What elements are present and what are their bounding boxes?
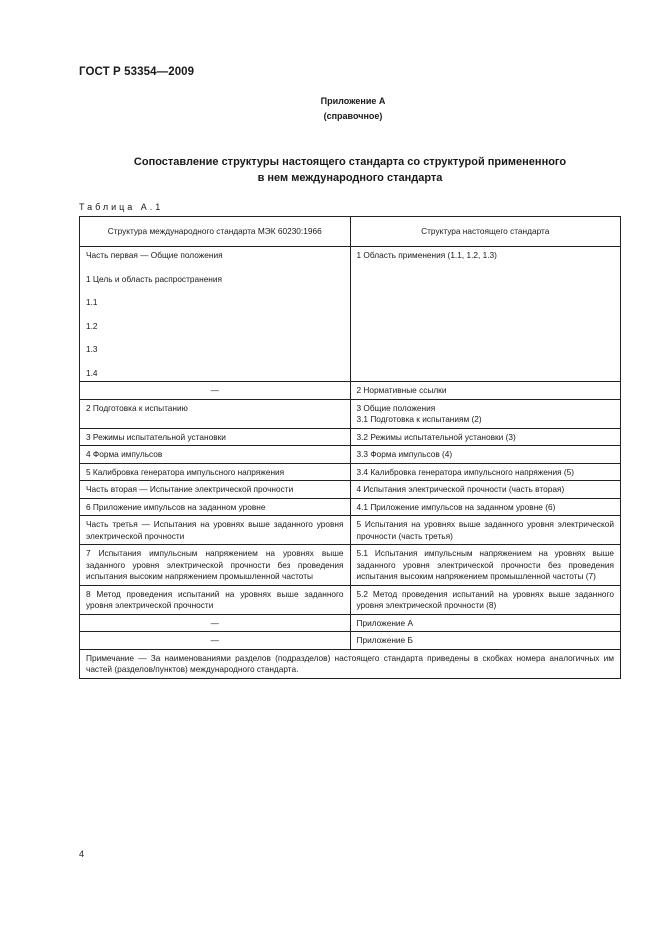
cell-national [350, 399, 621, 428]
cell-national: 5 Испытания на уровнях выше заданного уровня электрической прочности (часть третья) [350, 516, 621, 545]
cell-line: 3 Общие положения [356, 402, 436, 413]
table-row [80, 428, 621, 446]
cell-line: 1.3 [86, 344, 98, 354]
table-row [80, 382, 621, 400]
table-row [80, 446, 621, 464]
cell-line: 1.1 [86, 297, 98, 307]
cell-international: 2 Подготовка к испытанию [80, 399, 351, 428]
cell-national: Приложение А [350, 614, 621, 632]
page-number: 4 [79, 849, 85, 859]
table-row [80, 614, 621, 632]
annex-header [0, 94, 661, 124]
cell-national: 3.2 Режимы испытательной установки (3) [350, 428, 621, 446]
cell-international: 8 Метод проведения испытаний на уровнях выше заданного уровня электрической прочности [80, 585, 351, 614]
table-row [80, 481, 621, 499]
cell-national: 1 Область применения (1.1, 1.2, 1.3) [350, 247, 621, 382]
annex-title: Приложение А [320, 96, 386, 106]
cell-national: 4.1 Приложение импульсов на заданном уровне (6) [350, 498, 621, 516]
cell-international: Часть третья — Испытания на уровнях выше заданного уровня электрической прочности [80, 516, 351, 545]
page-heading [100, 154, 600, 186]
table-row [80, 498, 621, 516]
cell-line: Часть первая — Общие положения [86, 250, 223, 260]
table-row [80, 247, 621, 382]
table-row [80, 516, 621, 545]
cell-international [80, 247, 351, 382]
cell-line: 1 Цель и область распространения [86, 273, 223, 284]
cell-line: 3.1 Подготовка к испытаниям (2) [356, 414, 482, 424]
table-row [80, 585, 621, 614]
column-header-national: Структура настоящего стандарта [350, 217, 621, 247]
cell-national: 3.3 Форма импульсов (4) [350, 446, 621, 464]
table-row [80, 463, 621, 481]
cell-national: 5.2 Метод проведения испытаний на уровнях выше заданного уровня электрической прочности (8) [350, 585, 621, 614]
cell-international: — [80, 614, 351, 632]
cell-national: 4 Испытания электрической прочности (часть вторая) [350, 481, 621, 499]
table-note-row [80, 649, 621, 678]
cell-international: — [80, 382, 351, 400]
comparison-table [79, 216, 621, 679]
cell-national: Приложение Б [350, 632, 621, 650]
table-row [80, 399, 621, 428]
table-caption: Таблица А.1 [79, 202, 164, 212]
cell-international: 4 Форма импульсов [80, 446, 351, 464]
heading-line-2: в нем международного стандарта [257, 172, 443, 184]
annex-subtitle: (справочное) [323, 111, 383, 121]
cell-national: 5.1 Испытания импульсным напряжением на уровнях выше заданного уровня электрической прочности без проведения испытания высоким напряжением промышленной частоты (7) [350, 545, 621, 586]
table-row [80, 545, 621, 586]
cell-international: 7 Испытания импульсным напряжением на уровнях выше заданного уровня электрической прочности без проведения испытания высоким напряжением промышленной частоты [80, 545, 351, 586]
heading-line-1: Сопоставление структуры настоящего стандарта со структурой примененного [133, 156, 567, 168]
standard-code: ГОСТ Р 53354—2009 [79, 66, 195, 78]
cell-international: 3 Режимы испытательной установки [80, 428, 351, 446]
cell-line: 1.4 [86, 367, 98, 378]
cell-national: 2 Нормативные ссылки [350, 382, 621, 400]
cell-international: 6 Приложение импульсов на заданном уровне [80, 498, 351, 516]
cell-line: 1.2 [86, 320, 98, 331]
cell-national: 3.4 Калибровка генератора импульсного напряжения (5) [350, 463, 621, 481]
cell-international: Часть вторая — Испытание электрической прочности [80, 481, 351, 499]
table-note: Примечание — За наименованиями разделов (подразделов) настоящего стандарта приведены в скобках номера аналогичных им частей (разделов/пунктов) международного стандарта. [80, 649, 621, 678]
cell-international: 5 Калибровка генератора импульсного напряжения [80, 463, 351, 481]
column-header-international: Структура международного стандарта МЭК 60230:1966 [80, 217, 351, 247]
cell-international: — [80, 632, 351, 650]
table-row [80, 632, 621, 650]
table-header-row [80, 217, 621, 247]
